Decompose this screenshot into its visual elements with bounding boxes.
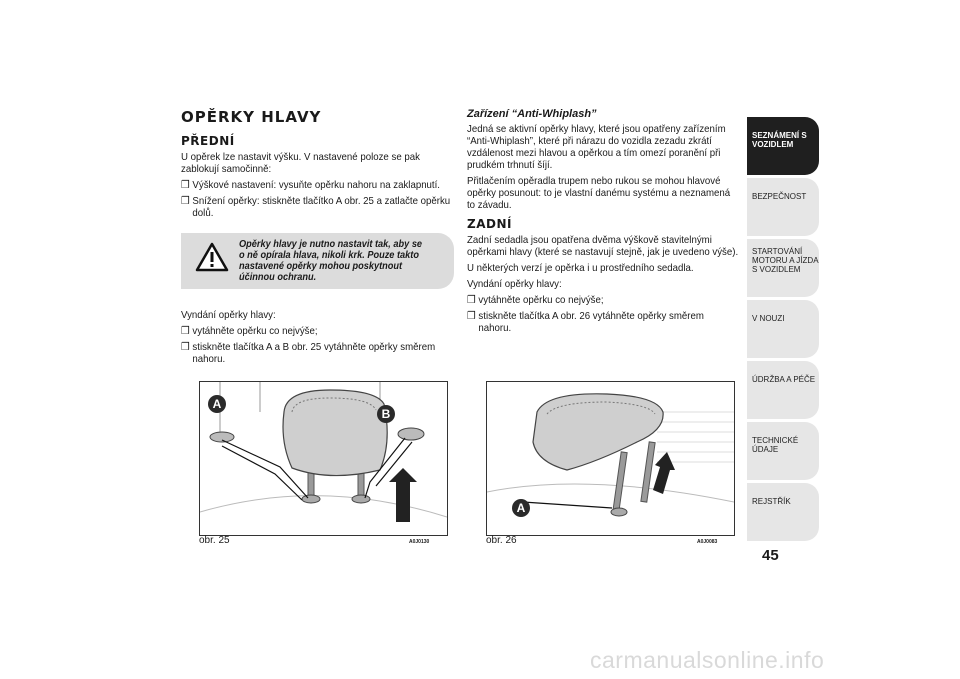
warning-box <box>181 233 454 289</box>
figure-caption: obr. 25 <box>199 535 230 546</box>
rear-paragraph-2: U některých verzí je opěrka i u prostředního sedadla. <box>467 262 694 274</box>
right-column <box>467 108 740 338</box>
checkbox-bullet-icon: ❒ <box>181 341 190 353</box>
left-column <box>181 108 454 369</box>
tab-udrzba-a-pece[interactable]: ÚDRŽBA A PÉČE <box>747 361 819 419</box>
anti-whiplash-paragraph-2: Přitlačením opěradla trupem nebo rukou se mohou hlavové opěrky posunout: to je vlastní danému systému a neznamená to závadu. <box>467 175 731 211</box>
list-item: ❒ vytáhněte opěrku co nejvýše; <box>181 325 318 337</box>
list-item: ❒ Výškové nastavení: vysuňte opěrku nahoru na zaklapnutí. <box>181 179 440 191</box>
tab-seznameni-s-vozidlem[interactable]: SEZNÁMENÍ S VOZIDLEM <box>747 117 819 175</box>
checkbox-bullet-icon: ❒ <box>181 195 190 207</box>
page-number: 45 <box>762 547 779 564</box>
figure-code: A0J0130 <box>409 539 430 545</box>
headrest-front-illustration <box>200 382 447 535</box>
figure-caption: obr. 26 <box>486 535 517 546</box>
intro-paragraph: U opěrek lze nastavit výšku. V nastavené poloze se pak zablokují samočinně: <box>181 151 420 175</box>
anti-whiplash-paragraph: Jedná se aktivní opěrky hlavy, které jsou opatřeny zařízením “Anti-Whiplash”, které při nárazu do vozidla zezadu zkrátí vzdálenost mezi hlavou a opěrkou a tím omezí poranění při prudkém trhnutí šíjí. <box>467 123 726 171</box>
callout-a: A <box>212 397 222 411</box>
chapter-tabs <box>747 117 819 544</box>
list-item: ❒ Snížení opěrky: stiskněte tlačítko A obr. 25 a zatlačte opěrku dolů. <box>181 195 451 219</box>
section-title: OPĚRKY HLAVY <box>181 108 322 126</box>
removal-title: Vyndání opěrky hlavy: <box>467 278 562 290</box>
subsection-title-front: PŘEDNÍ <box>181 134 235 148</box>
callout-a: A <box>516 501 526 515</box>
checkbox-bullet-icon: ❒ <box>181 179 190 191</box>
checkbox-bullet-icon: ❒ <box>467 310 476 322</box>
anti-whiplash-heading: Zařízení “Anti-Whiplash” <box>467 108 597 120</box>
list-item: ❒ stiskněte tlačítka A a B obr. 25 vytáhněte opěrky směrem nahoru. <box>181 341 436 365</box>
tab-rejstrik[interactable]: REJSTŘÍK <box>747 483 819 541</box>
tab-technicke-udaje[interactable]: TECHNICKÉ ÚDAJE <box>747 422 819 480</box>
figure-26-rear-headrest <box>486 381 735 536</box>
removal-title: Vyndání opěrky hlavy: <box>181 309 276 321</box>
list-item: ❒ vytáhněte opěrku co nejvýše; <box>467 294 604 306</box>
rear-paragraph: Zadní sedadla jsou opatřena dvěma výškově stavitelnými opěrkami hlavy (které se nastavují stejně, jak je uvedeno výše). <box>467 234 739 258</box>
watermark: carmanualsonline.info <box>590 647 825 673</box>
tab-startovani[interactable]: STARTOVÁNÍ MOTORU A JÍZDA S VOZIDLEM <box>747 239 819 297</box>
callout-b: B <box>381 407 391 421</box>
warning-triangle-icon <box>195 242 229 272</box>
tab-v-nouzi[interactable]: V NOUZI <box>747 300 819 358</box>
checkbox-bullet-icon: ❒ <box>467 294 476 306</box>
checkbox-bullet-icon: ❒ <box>181 325 190 337</box>
figure-code: A0J0083 <box>697 539 718 545</box>
figure-25-front-headrest <box>199 381 448 536</box>
tab-bezpecnost[interactable]: BEZPEČNOST <box>747 178 819 236</box>
subsection-title-rear: ZADNÍ <box>467 217 512 231</box>
headrest-rear-illustration <box>487 382 734 535</box>
warning-text: Opěrky hlavy je nutno nastavit tak, aby se o ně opírala hlava, nikoli krk. Pouze takto nastavené opěrky mohou poskytnout účinnou ochranu. <box>239 239 423 283</box>
list-item: ❒ stiskněte tlačítka A obr. 26 vytáhněte opěrky směrem nahoru. <box>467 310 704 334</box>
